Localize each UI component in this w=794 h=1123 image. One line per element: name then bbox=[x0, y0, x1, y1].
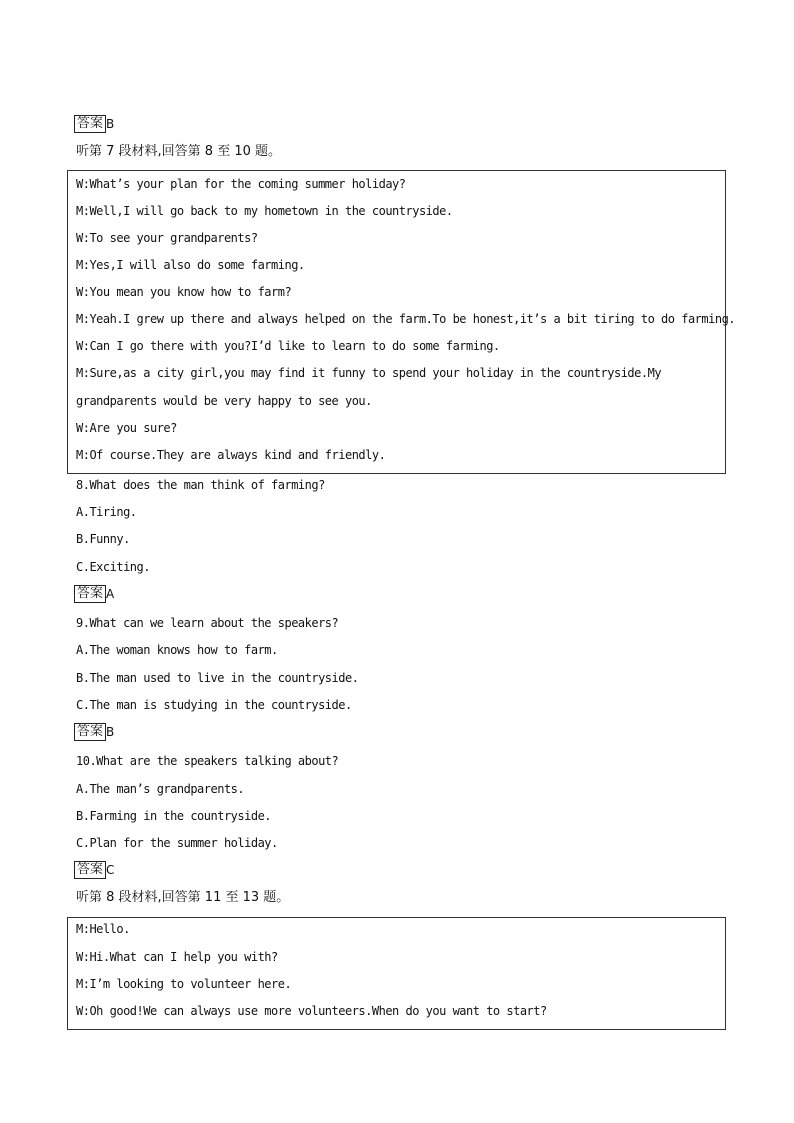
section-8-transcript-box bbox=[67, 917, 726, 1030]
question-9-option-a: A.The woman knows how to farm. bbox=[76, 643, 278, 657]
transcript-line: M:Hello. bbox=[76, 922, 130, 936]
answer-tag: 答案 bbox=[74, 723, 106, 741]
question-10-option-b: B.Farming in the countryside. bbox=[76, 809, 272, 823]
transcript-line: M:Well,I will go back to my hometown in the countryside. bbox=[76, 204, 453, 218]
question-8-option-b: B.Funny. bbox=[76, 532, 130, 546]
transcript-line: M:I’m looking to volunteer here. bbox=[76, 977, 292, 991]
question-10-option-a: A.The man’s grandparents. bbox=[76, 782, 245, 796]
answer-value: C bbox=[106, 863, 115, 877]
transcript-line: M:Yes,I will also do some farming. bbox=[76, 258, 305, 272]
transcript-line: W:Are you sure? bbox=[76, 421, 177, 435]
answer-q7 bbox=[74, 115, 114, 133]
transcript-line: W:What’s your plan for the coming summer holiday? bbox=[76, 177, 406, 191]
answer-value: A bbox=[106, 587, 115, 601]
question-8-option-a: A.Tiring. bbox=[76, 505, 137, 519]
answer-value: B bbox=[106, 117, 115, 131]
section-7-title: 听第 7 段材料,回答第 8 至 10 题。 bbox=[76, 144, 282, 159]
question-9-option-c: C.The man is studying in the countryside. bbox=[76, 698, 352, 712]
answer-q10 bbox=[74, 861, 114, 879]
transcript-line: W:To see your grandparents? bbox=[76, 231, 258, 245]
transcript-line: M:Yeah.I grew up there and always helped on the farm.To be honest,it’s a bit tiring to do farming. bbox=[76, 312, 736, 326]
question-9-option-b: B.The man used to live in the countryside. bbox=[76, 671, 359, 685]
transcript-line: M:Sure,as a city girl,you may find it funny to spend your holiday in the countryside.My bbox=[76, 366, 662, 380]
section-8-title: 听第 8 段材料,回答第 11 至 13 题。 bbox=[76, 890, 290, 905]
question-10-stem: 10.What are the speakers talking about? bbox=[76, 754, 339, 768]
answer-tag: 答案 bbox=[74, 115, 106, 133]
answer-q8 bbox=[74, 585, 114, 603]
question-9-stem: 9.What can we learn about the speakers? bbox=[76, 616, 339, 630]
transcript-line: W:Hi.What can I help you with? bbox=[76, 950, 278, 964]
transcript-line: M:Of course.They are always kind and friendly. bbox=[76, 448, 386, 462]
answer-value: B bbox=[106, 725, 115, 739]
question-8-option-c: C.Exciting. bbox=[76, 560, 150, 574]
answer-q9 bbox=[74, 723, 114, 741]
transcript-line: W:Can I go there with you?I’d like to learn to do some farming. bbox=[76, 339, 500, 353]
question-10-option-c: C.Plan for the summer holiday. bbox=[76, 836, 278, 850]
transcript-line: W:Oh good!We can always use more volunteers.When do you want to start? bbox=[76, 1004, 547, 1018]
answer-tag: 答案 bbox=[74, 585, 106, 603]
section-7-transcript-box bbox=[67, 170, 736, 474]
question-8-stem: 8.What does the man think of farming? bbox=[76, 478, 325, 492]
transcript-line: grandparents would be very happy to see you. bbox=[76, 394, 372, 408]
answer-tag: 答案 bbox=[74, 861, 106, 879]
transcript-line: W:You mean you know how to farm? bbox=[76, 285, 292, 299]
